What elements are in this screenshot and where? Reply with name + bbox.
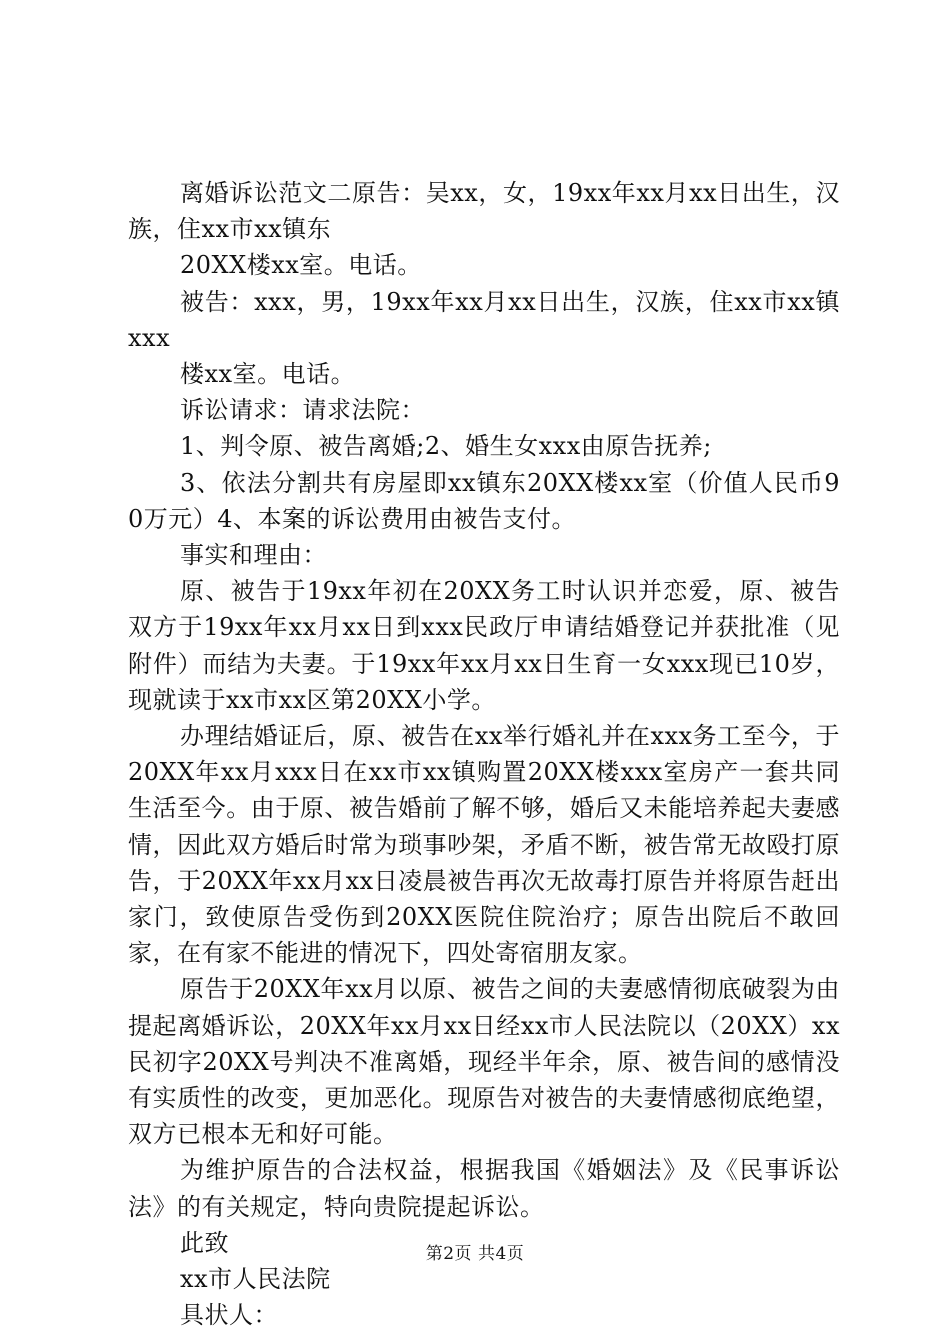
paragraph-claim-1-2: 1、判令原、被告离婚;2、婚生女xxx由原告抚养; [180, 432, 712, 461]
paragraph-plaintiff: 离婚诉讼范文二原告：吴xx，女，19xx年xx月xx日出生，汉族，住xx市xx镇东 [128, 179, 840, 244]
page-footer: 第2页 共4页 [425, 1244, 525, 1264]
paragraph-salutation: 此致 [180, 1228, 229, 1257]
paragraph-facts-marriage: 原、被告于19xx年初在20XX务工时认识并恋爱，原、被告双方于19xx年xx月xx日到xxx民政厅申请结婚登记并获批准（见附件）而结为夫妻。于19xx年xx月xx日生育一女xxx现已10岁，现就读于xx市xx区第20XX小学。 [128, 577, 840, 714]
paragraph-court-name: xx市人民法院 [180, 1265, 331, 1294]
paragraph-claims-heading: 诉讼请求：请求法院： [180, 396, 425, 425]
paragraph-facts-heading: 事实和理由： [180, 541, 327, 570]
paragraph-defendant-address: 楼xx室。电话。 [180, 360, 356, 389]
paragraph-signatory: 具状人： [180, 1301, 278, 1330]
paragraph-defendant: 被告：xxx，男，19xx年xx月xx日出生，汉族，住xx市xx镇xxx [128, 287, 840, 352]
paragraph-facts-conflict: 办理结婚证后，原、被告在xx举行婚礼并在xxx务工至今，于20XX年xx月xxx日在xx市xx镇购置20XX楼xxx室房产一套共同生活至今。由于原、被告婚前了解不够，婚后又未能培养起夫妻感情，因此双方婚后时常为琐事吵架，矛盾不断，被告常无故殴打原告，于20XX年xx月xx日凌晨被告再次无故毒打原告并将原告赶出家门，致使原告受伤到20XX医院住院治疗；原告出院后不敢回家，在有家不能进的情况下，四处寄宿朋友家。 [128, 722, 840, 968]
paragraph-claim-3-4: 3、依法分割共有房屋即xx镇东20XX楼xx室（价值人民币90万元）4、本案的诉讼费用由被告支付。 [128, 468, 840, 533]
document-body [128, 175, 840, 1334]
paragraph-plaintiff-address: 20XX楼xx室。电话。 [180, 251, 422, 280]
paragraph-legal-basis: 为维护原告的合法权益，根据我国《婚姻法》及《民事诉讼法》的有关规定，特向贵院提起诉讼。 [128, 1156, 840, 1221]
paragraph-facts-prior-suit: 原告于20XX年xx月以原、被告之间的夫妻感情彻底破裂为由提起离婚诉讼，20XX年xx月xx日经xx市人民法院以（20XX）xx民初字20XX号判决不准离婚，现经半年余，原、被告间的感情没有实质性的改变，更加恶化。现原告对被告的夫妻情感彻底绝望，双方已根本无和好可能。 [128, 975, 840, 1149]
